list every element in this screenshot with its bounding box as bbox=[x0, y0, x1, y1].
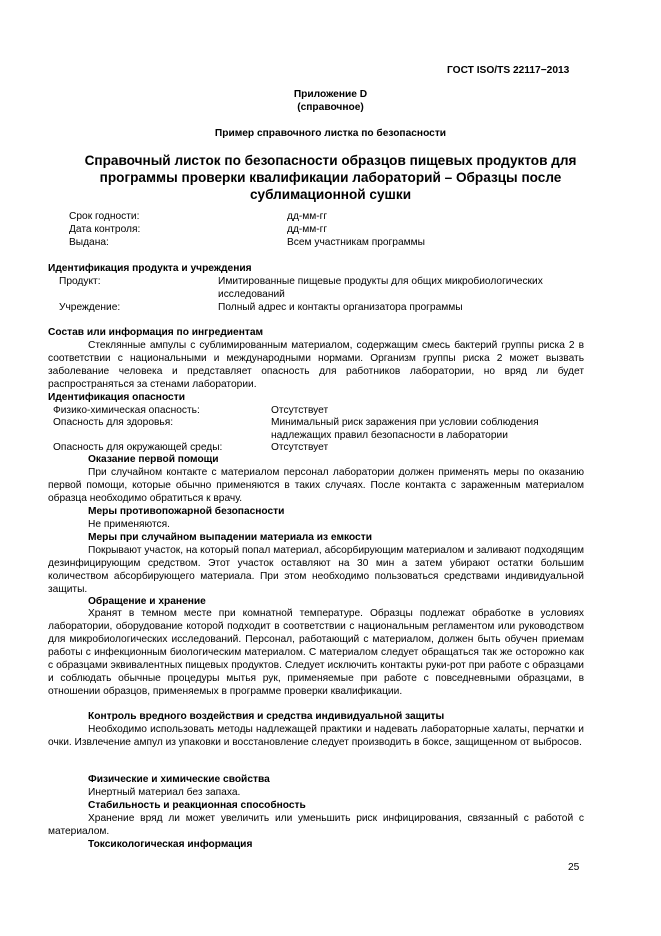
first-aid-text: При случайном контакте с материалом персонал лаборатории должен применять меры по оказанию первой помощи, которые обычно применяются в таких случаях. После контакта с зараженным материалом образца необходимо обратиться к врачу. bbox=[48, 467, 584, 504]
physchem-value: Отсутствует bbox=[271, 405, 329, 416]
health-value-line2: надлежащих правил безопасности в лаборатории bbox=[271, 430, 508, 441]
page-number: 25 bbox=[568, 862, 580, 873]
expiry-value: дд-мм-гг bbox=[287, 211, 328, 222]
institution-label: Учреждение: bbox=[59, 302, 121, 313]
fire-text: Не применяются. bbox=[88, 519, 170, 530]
spill-text: Покрывают участок, на который попал материал, абсорбирующим материалом и заливают подходящим дезинфицирующим средством. Этот участок оставляют на 30 мин а затем убирают остатки большим количеством абсорбирующего материала. При этом необходимо пользоваться средствами индивидуальной защиты. bbox=[48, 545, 584, 595]
physchem-label: Физико-химическая опасность: bbox=[53, 405, 200, 416]
env-label: Опасность для окружающей среды: bbox=[53, 442, 223, 453]
fire-heading: Меры противопожарной безопасности bbox=[88, 506, 285, 517]
toxicology-heading: Токсикологическая информация bbox=[88, 839, 253, 850]
main-title-line1: Справочный листок по безопасности образцов пищевых продуктов для bbox=[84, 153, 577, 168]
health-value-line1: Минимальный риск заражения при условии соблюдения bbox=[271, 417, 539, 428]
env-value: Отсутствует bbox=[271, 442, 329, 453]
product-value-line1: Имитированные пищевые продукты для общих микробиологических bbox=[218, 276, 543, 287]
issued-label: Выдана: bbox=[69, 237, 109, 248]
institution-value: Полный адрес и контакты организатора программы bbox=[218, 302, 463, 313]
control-date-value: дд-мм-гг bbox=[287, 224, 328, 235]
handling-heading: Обращение и хранение bbox=[88, 596, 206, 607]
physical-text: Инертный материал без запаха. bbox=[88, 787, 241, 798]
health-label: Опасность для здоровья: bbox=[53, 417, 174, 428]
exposure-text: Необходимо использовать методы надлежащей практики и надевать лабораторные халаты, перчатки и очки. Извлечение ампул из упаковки и восстановление следует производить в боксе, защищенном от выбросов. bbox=[48, 724, 584, 748]
expiry-label: Срок годности: bbox=[69, 211, 140, 222]
first-aid-heading: Оказание первой помощи bbox=[88, 454, 219, 465]
annex-label: Приложение D bbox=[293, 89, 368, 100]
composition-heading: Состав или информация по ингредиентам bbox=[48, 327, 264, 338]
physical-heading: Физические и химические свойства bbox=[88, 774, 270, 785]
annex-type: (справочное) bbox=[297, 102, 364, 113]
standard-code: ГОСТ ISO/TS 22117−2013 bbox=[447, 65, 570, 76]
stability-heading: Стабильность и реакционная способность bbox=[88, 800, 306, 811]
product-value-line2: исследований bbox=[218, 289, 285, 300]
exposure-heading: Контроль вредного воздействия и средства индивидуальной защиты bbox=[88, 711, 445, 722]
main-title-line3: сублимационной сушки bbox=[249, 187, 412, 202]
handling-text: Хранят в темном месте при комнатной температуре. Образцы подлежат обработке в условиях лаборатории, оборудование которой подходит в соответствии с национальным регламентом или руководством для микробиологических исследований. Персонал, работающий с материалом, должен быть обучен приемам работы с инфекционным биологическим материалом. С материалом следует обращаться так же осторожно как с образцами эквивалентных пищевых продуктов. Следует исключить контакты руки-рот при работе с образцами и соблюдать обычные процедуры мытья рук, применяемые при работе с повседневными образцами, в отношении образцов, применяемых в программе проверки квалификации. bbox=[48, 608, 584, 697]
identification-heading: Идентификация продукта и учреждения bbox=[48, 263, 252, 274]
issued-value: Всем участникам программы bbox=[287, 237, 425, 248]
control-date-label: Дата контроля: bbox=[69, 224, 141, 235]
stability-text: Хранение вряд ли может увеличить или уменьшить риск инфицирования, связанный с работой с материалом. bbox=[48, 813, 584, 837]
product-label: Продукт: bbox=[59, 276, 101, 287]
spill-heading: Меры при случайном выпадении материала из емкости bbox=[88, 532, 372, 543]
main-title-line2: программы проверки квалификации лабораторий – Образцы после bbox=[99, 170, 562, 185]
hazards-heading: Идентификация опасности bbox=[48, 392, 185, 403]
composition-text: Стеклянные ампулы с сублимированным материалом, содержащим смесь бактерий группы риска 2 в соответствии с национальными и международными нормами. Организм группы риска 2 может вызвать заболевание человека и представляет опасность для работников лаборатории, но вряд ли будет распространяться за стенами лаборатории. bbox=[48, 340, 584, 390]
example-caption: Пример справочного листка по безопасности bbox=[214, 128, 447, 139]
